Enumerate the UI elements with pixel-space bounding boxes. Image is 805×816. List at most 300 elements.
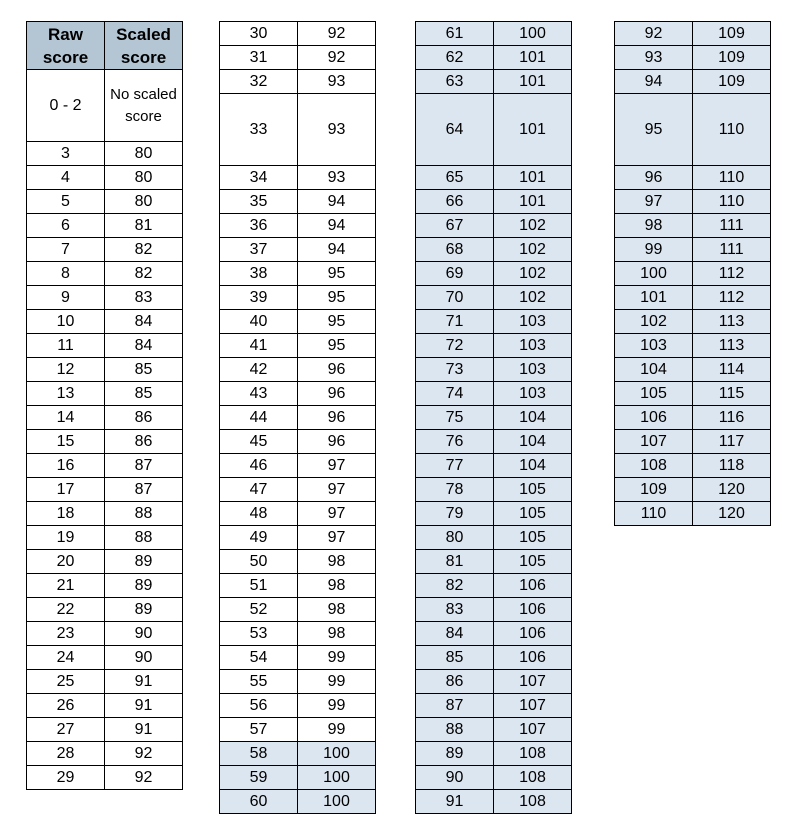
scaled-score-cell: 115 <box>693 382 771 406</box>
raw-score-cell: 86 <box>416 670 494 694</box>
table-row <box>416 718 572 742</box>
scaled-score-cell: 102 <box>494 286 572 310</box>
table-row <box>416 166 572 190</box>
raw-score-cell: 57 <box>220 718 298 742</box>
scaled-score-cell: 92 <box>298 46 376 70</box>
table-row <box>220 358 376 382</box>
scaled-score-cell: 102 <box>494 238 572 262</box>
scaled-score-cell: 81 <box>105 214 183 238</box>
raw-score-cell: 40 <box>220 310 298 334</box>
scaled-score-cell: 120 <box>693 478 771 502</box>
table-row <box>416 478 572 502</box>
scaled-score-cell: 111 <box>693 238 771 262</box>
table-row <box>220 502 376 526</box>
scaled-score-cell: 108 <box>494 790 572 814</box>
scaled-score-cell: 101 <box>494 190 572 214</box>
raw-score-cell: 17 <box>27 478 105 502</box>
scaled-score-cell: 105 <box>494 550 572 574</box>
raw-score-cell: 66 <box>416 190 494 214</box>
scaled-score-cell: 93 <box>298 166 376 190</box>
scaled-score-cell: 95 <box>298 334 376 358</box>
raw-score-cell: 101 <box>615 286 693 310</box>
raw-score-cell: 25 <box>27 670 105 694</box>
scaled-score-cell: 112 <box>693 286 771 310</box>
table-header-row <box>27 22 183 70</box>
table-row <box>27 142 183 166</box>
scaled-score-cell: 118 <box>693 454 771 478</box>
table-row <box>416 502 572 526</box>
table-row <box>615 382 771 406</box>
scaled-score-cell: 94 <box>298 190 376 214</box>
scaled-score-cell: 103 <box>494 358 572 382</box>
score-table-1 <box>26 21 183 790</box>
scaled-score-cell: 88 <box>105 502 183 526</box>
scaled-score-cell: 112 <box>693 262 771 286</box>
raw-score-cell: 33 <box>220 94 298 166</box>
table-row <box>416 214 572 238</box>
table-body <box>220 22 376 814</box>
table-row <box>416 598 572 622</box>
scaled-score-cell: 100 <box>298 742 376 766</box>
scaled-score-cell: 98 <box>298 574 376 598</box>
raw-score-cell: 43 <box>220 382 298 406</box>
scaled-score-cell: 80 <box>105 142 183 166</box>
table-row <box>416 382 572 406</box>
table-row <box>416 406 572 430</box>
table-row <box>416 70 572 94</box>
table-row <box>615 94 771 166</box>
raw-score-cell: 16 <box>27 454 105 478</box>
scaled-score-cell: 91 <box>105 670 183 694</box>
scaled-score-cell: 103 <box>494 310 572 334</box>
scaled-score-cell: 101 <box>494 46 572 70</box>
raw-score-cell: 52 <box>220 598 298 622</box>
scaled-score-cell: 96 <box>298 430 376 454</box>
raw-score-cell: 9 <box>27 286 105 310</box>
table-row <box>27 574 183 598</box>
raw-score-cell: 46 <box>220 454 298 478</box>
raw-score-cell: 23 <box>27 622 105 646</box>
scaled-score-cell: 99 <box>298 670 376 694</box>
scaled-score-cell: 107 <box>494 694 572 718</box>
raw-score-cell: 15 <box>27 430 105 454</box>
table-row <box>27 526 183 550</box>
table-row <box>220 670 376 694</box>
raw-score-cell: 22 <box>27 598 105 622</box>
scaled-score-cell: 91 <box>105 718 183 742</box>
scaled-score-cell: 107 <box>494 718 572 742</box>
raw-score-cell: 54 <box>220 646 298 670</box>
scaled-score-cell: 104 <box>494 406 572 430</box>
raw-score-cell: 93 <box>615 46 693 70</box>
raw-score-cell: 11 <box>27 334 105 358</box>
table-row <box>220 166 376 190</box>
raw-score-cell: 13 <box>27 382 105 406</box>
table-row <box>27 646 183 670</box>
raw-score-cell: 90 <box>416 766 494 790</box>
scaled-score-cell: 98 <box>298 598 376 622</box>
scaled-score-cell: 103 <box>494 382 572 406</box>
raw-score-cell: 41 <box>220 334 298 358</box>
table-row <box>220 406 376 430</box>
raw-score-cell: 77 <box>416 454 494 478</box>
scaled-score-cell: 105 <box>494 526 572 550</box>
table-row <box>27 454 183 478</box>
raw-score-cell: 72 <box>416 334 494 358</box>
raw-score-cell: 31 <box>220 46 298 70</box>
table-row <box>416 334 572 358</box>
raw-score-cell: 65 <box>416 166 494 190</box>
scaled-score-cell: 96 <box>298 358 376 382</box>
scaled-score-cell: 108 <box>494 766 572 790</box>
raw-score-cell: 102 <box>615 310 693 334</box>
table-row <box>27 694 183 718</box>
scaled-score-cell: 109 <box>693 70 771 94</box>
table-row <box>27 670 183 694</box>
table-row <box>416 550 572 574</box>
score-table-4 <box>614 21 771 526</box>
table-row <box>220 262 376 286</box>
table-row <box>416 646 572 670</box>
raw-score-cell: 30 <box>220 22 298 46</box>
table-row <box>416 454 572 478</box>
raw-score-cell: 3 <box>27 142 105 166</box>
raw-score-cell: 55 <box>220 670 298 694</box>
table-row <box>27 214 183 238</box>
scaled-score-cell: 95 <box>298 262 376 286</box>
table-row <box>416 694 572 718</box>
table-row <box>220 94 376 166</box>
scaled-score-cell: 105 <box>494 502 572 526</box>
scaled-score-cell: 92 <box>105 742 183 766</box>
table-row <box>27 766 183 790</box>
raw-score-cell: 44 <box>220 406 298 430</box>
scaled-score-cell: 86 <box>105 430 183 454</box>
raw-score-header: Raw score <box>27 22 105 70</box>
table-row <box>615 334 771 358</box>
table-row <box>416 286 572 310</box>
raw-score-cell: 28 <box>27 742 105 766</box>
table-row <box>615 262 771 286</box>
scaled-score-cell: 95 <box>298 286 376 310</box>
scaled-score-cell: 100 <box>298 766 376 790</box>
raw-score-cell: 26 <box>27 694 105 718</box>
score-table-2 <box>219 21 376 814</box>
table-body <box>416 22 572 814</box>
table-row <box>416 310 572 334</box>
scaled-score-cell: 106 <box>494 646 572 670</box>
scaled-score-cell: 85 <box>105 358 183 382</box>
scaled-score-cell: 87 <box>105 454 183 478</box>
table-row <box>27 550 183 574</box>
table-row <box>615 502 771 526</box>
raw-score-cell: 70 <box>416 286 494 310</box>
scaled-score-cell: 94 <box>298 214 376 238</box>
scaled-score-cell: 97 <box>298 502 376 526</box>
table-row <box>27 334 183 358</box>
raw-score-cell: 59 <box>220 766 298 790</box>
table-row <box>220 238 376 262</box>
table-row <box>27 598 183 622</box>
scaled-score-cell: 96 <box>298 406 376 430</box>
table-row <box>27 238 183 262</box>
scaled-score-cell: 120 <box>693 502 771 526</box>
raw-score-cell: 14 <box>27 406 105 430</box>
raw-score-cell: 45 <box>220 430 298 454</box>
table-row <box>220 478 376 502</box>
scaled-score-cell: 101 <box>494 166 572 190</box>
scaled-score-header: Scaled score <box>105 22 183 70</box>
table-row <box>27 718 183 742</box>
table-row <box>416 526 572 550</box>
table-row <box>27 310 183 334</box>
raw-score-cell: 83 <box>416 598 494 622</box>
table-row <box>220 286 376 310</box>
scaled-score-cell: 101 <box>494 94 572 166</box>
table-row <box>27 190 183 214</box>
table-row <box>615 190 771 214</box>
raw-score-cell: 19 <box>27 526 105 550</box>
scaled-score-cell: 102 <box>494 214 572 238</box>
raw-score-cell: 27 <box>27 718 105 742</box>
raw-score-cell: 8 <box>27 262 105 286</box>
scaled-score-cell: 110 <box>693 166 771 190</box>
table-row <box>27 358 183 382</box>
table-row <box>220 694 376 718</box>
raw-score-cell: 18 <box>27 502 105 526</box>
scaled-score-cell: 113 <box>693 310 771 334</box>
table-row <box>220 454 376 478</box>
table-row <box>416 262 572 286</box>
scaled-score-cell: 90 <box>105 622 183 646</box>
table-row <box>416 670 572 694</box>
scaled-score-cell: 82 <box>105 238 183 262</box>
raw-score-cell: 39 <box>220 286 298 310</box>
raw-score-cell: 60 <box>220 790 298 814</box>
raw-score-cell: 51 <box>220 574 298 598</box>
scaled-score-cell: 100 <box>494 22 572 46</box>
raw-score-cell: 92 <box>615 22 693 46</box>
table-row <box>220 646 376 670</box>
scaled-score-cell: 104 <box>494 454 572 478</box>
raw-score-cell: 48 <box>220 502 298 526</box>
table-row <box>27 406 183 430</box>
scaled-score-cell: 104 <box>494 430 572 454</box>
scaled-score-cell: 92 <box>105 766 183 790</box>
table-row <box>615 22 771 46</box>
raw-score-cell: 100 <box>615 262 693 286</box>
scaled-score-cell: 113 <box>693 334 771 358</box>
raw-score-cell: 0 - 2 <box>27 70 105 142</box>
table-row <box>416 790 572 814</box>
table-row <box>27 262 183 286</box>
scaled-score-cell: 80 <box>105 190 183 214</box>
scaled-score-cell: 99 <box>298 694 376 718</box>
table-row <box>416 574 572 598</box>
table-row <box>220 382 376 406</box>
table-row <box>615 310 771 334</box>
raw-score-cell: 7 <box>27 238 105 262</box>
raw-score-cell: 24 <box>27 646 105 670</box>
raw-score-cell: 32 <box>220 70 298 94</box>
raw-score-cell: 104 <box>615 358 693 382</box>
raw-score-cell: 71 <box>416 310 494 334</box>
raw-score-cell: 42 <box>220 358 298 382</box>
scaled-score-cell: 106 <box>494 598 572 622</box>
raw-score-cell: 99 <box>615 238 693 262</box>
table-row <box>615 214 771 238</box>
scaled-score-cell: 94 <box>298 238 376 262</box>
raw-score-cell: 78 <box>416 478 494 502</box>
scaled-score-cell: 109 <box>693 46 771 70</box>
scaled-score-cell: 100 <box>298 790 376 814</box>
raw-score-cell: 4 <box>27 166 105 190</box>
table-row <box>615 286 771 310</box>
table-row <box>27 742 183 766</box>
scaled-score-cell: 83 <box>105 286 183 310</box>
table-row <box>416 94 572 166</box>
table-row <box>615 358 771 382</box>
scaled-score-cell: 84 <box>105 310 183 334</box>
raw-score-cell: 76 <box>416 430 494 454</box>
table-row <box>220 598 376 622</box>
scaled-score-cell: 102 <box>494 262 572 286</box>
table-row <box>615 238 771 262</box>
raw-score-cell: 96 <box>615 166 693 190</box>
raw-score-cell: 73 <box>416 358 494 382</box>
scaled-score-cell: 82 <box>105 262 183 286</box>
scaled-score-cell: 103 <box>494 334 572 358</box>
table-row <box>220 766 376 790</box>
raw-score-cell: 47 <box>220 478 298 502</box>
raw-score-cell: 62 <box>416 46 494 70</box>
scaled-score-cell: 107 <box>494 670 572 694</box>
scaled-score-cell: 116 <box>693 406 771 430</box>
table-row <box>27 622 183 646</box>
scaled-score-cell: 84 <box>105 334 183 358</box>
raw-score-cell: 29 <box>27 766 105 790</box>
scaled-score-cell: 111 <box>693 214 771 238</box>
table-row <box>220 214 376 238</box>
table-row <box>615 430 771 454</box>
table-row <box>416 622 572 646</box>
scaled-score-cell: 86 <box>105 406 183 430</box>
scaled-score-cell: 91 <box>105 694 183 718</box>
table-row <box>220 790 376 814</box>
raw-score-cell: 10 <box>27 310 105 334</box>
raw-score-cell: 35 <box>220 190 298 214</box>
raw-score-cell: 69 <box>416 262 494 286</box>
raw-score-cell: 97 <box>615 190 693 214</box>
raw-score-cell: 103 <box>615 334 693 358</box>
table-row <box>615 478 771 502</box>
scaled-score-cell: 117 <box>693 430 771 454</box>
scaled-score-cell: 101 <box>494 70 572 94</box>
scaled-score-cell: 97 <box>298 478 376 502</box>
table-body <box>615 22 771 526</box>
scaled-score-cell: 114 <box>693 358 771 382</box>
scaled-score-cell: 92 <box>298 22 376 46</box>
scaled-score-cell: 105 <box>494 478 572 502</box>
raw-score-cell: 109 <box>615 478 693 502</box>
raw-score-cell: 80 <box>416 526 494 550</box>
table-row <box>416 766 572 790</box>
scaled-score-cell: 110 <box>693 190 771 214</box>
table-row <box>27 430 183 454</box>
table-row <box>220 22 376 46</box>
raw-score-cell: 110 <box>615 502 693 526</box>
table-row <box>27 286 183 310</box>
raw-score-cell: 75 <box>416 406 494 430</box>
scaled-score-cell: 98 <box>298 550 376 574</box>
scaled-score-cell: 106 <box>494 574 572 598</box>
raw-score-cell: 6 <box>27 214 105 238</box>
table-row <box>220 70 376 94</box>
raw-score-cell: 37 <box>220 238 298 262</box>
table-row <box>27 478 183 502</box>
scaled-score-cell: 106 <box>494 622 572 646</box>
raw-score-cell: 5 <box>27 190 105 214</box>
raw-score-cell: 98 <box>615 214 693 238</box>
raw-score-cell: 21 <box>27 574 105 598</box>
raw-score-cell: 53 <box>220 622 298 646</box>
scaled-score-cell: 97 <box>298 454 376 478</box>
scaled-score-cell: 88 <box>105 526 183 550</box>
raw-score-cell: 68 <box>416 238 494 262</box>
table-row <box>27 502 183 526</box>
table-row <box>220 622 376 646</box>
table-row <box>220 550 376 574</box>
raw-score-cell: 87 <box>416 694 494 718</box>
table-row <box>220 574 376 598</box>
scaled-score-cell: 85 <box>105 382 183 406</box>
raw-score-cell: 38 <box>220 262 298 286</box>
raw-score-cell: 81 <box>416 550 494 574</box>
raw-score-cell: 91 <box>416 790 494 814</box>
scaled-score-cell: 90 <box>105 646 183 670</box>
score-table-3 <box>415 21 572 814</box>
table-row <box>615 406 771 430</box>
scaled-score-cell: 110 <box>693 94 771 166</box>
table-row <box>220 46 376 70</box>
raw-score-cell: 89 <box>416 742 494 766</box>
scaled-score-cell: No scaled score <box>105 70 183 142</box>
scaled-score-cell: 99 <box>298 718 376 742</box>
table-row <box>416 238 572 262</box>
scaled-score-cell: 89 <box>105 598 183 622</box>
raw-score-cell: 34 <box>220 166 298 190</box>
raw-score-cell: 94 <box>615 70 693 94</box>
raw-score-cell: 49 <box>220 526 298 550</box>
scaled-score-cell: 95 <box>298 310 376 334</box>
scaled-score-cell: 109 <box>693 22 771 46</box>
table-row <box>220 190 376 214</box>
raw-score-cell: 88 <box>416 718 494 742</box>
table-row <box>27 382 183 406</box>
raw-score-cell: 85 <box>416 646 494 670</box>
scaled-score-cell: 87 <box>105 478 183 502</box>
table-row <box>615 166 771 190</box>
raw-score-cell: 50 <box>220 550 298 574</box>
raw-score-cell: 105 <box>615 382 693 406</box>
table-row <box>220 526 376 550</box>
table-body <box>27 70 183 790</box>
scaled-score-cell: 108 <box>494 742 572 766</box>
table-row <box>416 22 572 46</box>
table-row <box>416 430 572 454</box>
raw-score-cell: 20 <box>27 550 105 574</box>
raw-score-cell: 82 <box>416 574 494 598</box>
